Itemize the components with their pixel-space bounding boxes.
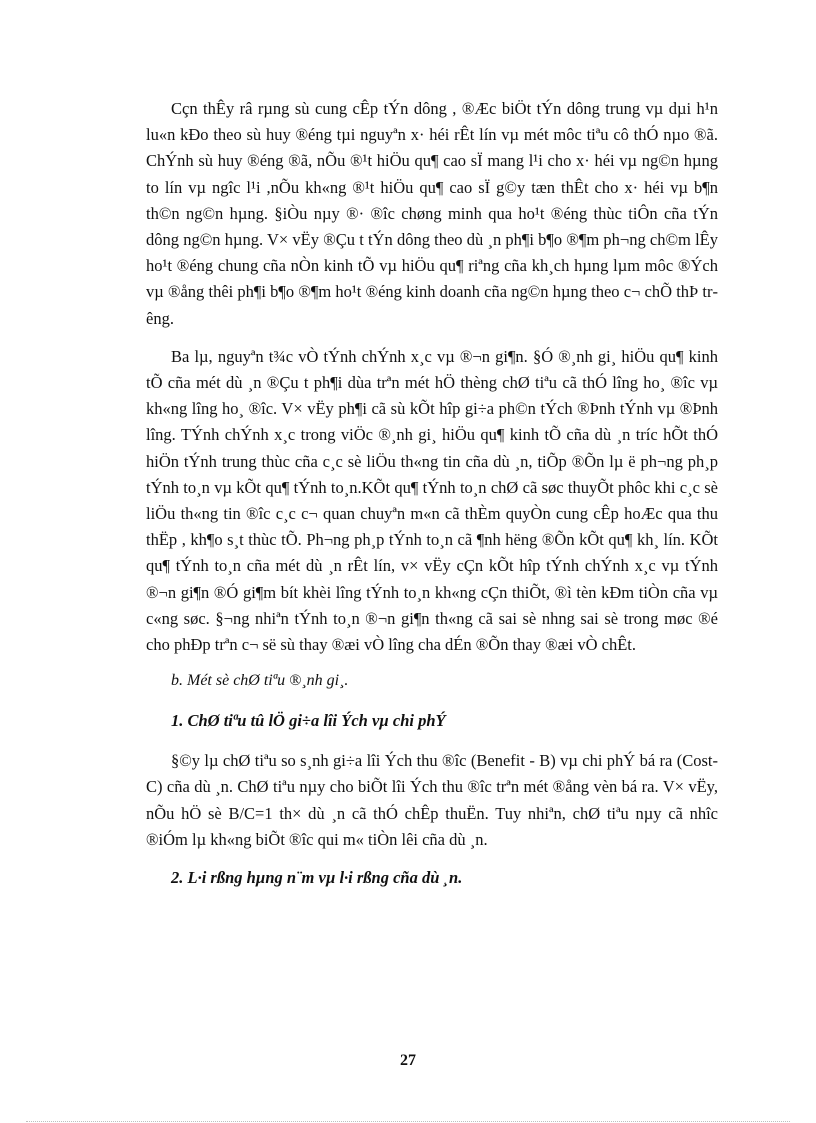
section-subheading: b. Mét sè chØ tiªu ®¸nh gi¸.: [171, 672, 349, 690]
heading-benefit-cost-ratio: 1. ChØ tiªu tû lÖ gi÷a lîi Ých vµ chi phÝ: [171, 711, 446, 731]
paragraph-accuracy-principle: Ba lµ, nguyªn t¾c vÒ tÝnh chÝnh x¸c vµ ®¬n gi¶n. §Ó ®¸nh gi¸ hiÖu qu¶ kinh tÕ cña mét dù ¸n ®Çu t ph¶i dùa trªn mét hÖ thèng chØ tiªu cã thÓ lîng ho¸ ®îc vµ kh«ng lîng ho¸ ®îc. V× vËy ph¶i cã sù kÕt hîp gi÷a ph©n tÝch ®Þnh tÝnh vµ ®Þnh lîng. TÝnh chÝnh x¸c trong viÖc ®¸nh gi¸ hiÖu qu¶ kinh tÕ cña dù ¸n tríc hÕt thÓ hiÖn tÝnh trung thùc cña c¸c sè liÖu th«ng tin cña dù ¸n, tiÕp ®Õn lµ ë ph¬ng ph¸p tÝnh to¸n vµ kÕt qu¶ tÝnh to¸n.KÕt qu¶ tÝnh to¸n chØ cã søc thuyÕt phôc khi c¸c sè liÖu th«ng tin ®îc c¸c c¬ quan chuyªn m«n cã thÈm quyÒn cung cÊp hoÆc qua thu thËp , kh¶o s¸t thùc tÕ. Ph¬ng ph¸p tÝnh to¸n cã ¶nh hëng ®Õn kÕt qu¶ kh¸ lín. KÕt qu¶ tÝnh to¸n cña mét dù ¸n rÊt lín, v× vËy cÇn kÕt hîp tÝnh chÝnh x¸c vµ tÝnh ®¬n gi¶n ®Ó gi¶m bít khèi lîng tÝnh to¸n kh«ng cÇn thiÕt, ®ì tèn kÐm tiÒn cña vµ c«ng søc. §¬ng nhiªn tÝnh to¸n ®¬n gi¶n th«ng cã sai sè nhng sai sè trong møc ®é cho phÐp trªn c¬ së sù thay ®æi vÒ lîng cha dÉn ®Õn thay ®æi vÒ chÊt.: [146, 346, 718, 655]
page-bottom-divider: [26, 1121, 790, 1122]
paragraph-benefit-cost: §©y lµ chØ tiªu so s¸nh gi÷a lîi Ých thu ®îc (Benefit - B) vµ chi phÝ bá ra (Cost-C) cña dù ¸n. ChØ tiªu nµy cho biÕt lîi Ých thu ®îc trªn mét ®ång vèn bá ra. V× vËy, nÕu hÖ sè B/C=1 th× dù ¸n cã thÓ chÊp thuËn. Tuy nhiªn, chØ tiªu nµy cã nhîc ®iÓm lµ kh«ng biÕt ®îc qui m« tiÒn lêi cña dù ¸n.: [146, 751, 718, 849]
paragraph-credit-efficiency: Cçn thÊy râ rµng sù cung cÊp tÝn dông , ®Æc biÖt tÝn dông trung vµ dµi h¹n lu«n kÐo theo sù huy ®éng tµi nguyªn x· héi rÊt lín vµ mét môc tiªu cô thÓ nµo ®ã. ChÝnh sù huy ®éng ®ã, nÕu ®¹t hiÖu qu¶ cao sÏ mang l¹i cho x· héi vµ ng©n hµng to lín vµ ngîc l¹i ,nÕu kh«ng ®¹t hiÖu qu¶ cao sÏ g©y tæn thÊt cho x· héi vµ b¶n th©n ng©n hµng. §iÒu nµy ®· ®îc chøng minh qua ho¹t ®éng thùc tiÔn cña tÝn dông ng©n hµng. V× vËy ®Çu t tÝn dông theo dù ¸n ph¶i b¶o ®¶m ph¬ng ch©m lÊy ho¹t ®éng chung cña nÒn kinh tÕ vµ hiÖu qu¶ riªng cña kh¸ch hµng lµm môc ®Ých vµ ®ång thêi ph¶i b¶o ®¶m ho¹t ®éng kinh doanh cña ng©n hµng theo c¬ chÕ thÞ trêng.: [146, 99, 718, 328]
page-number: 27: [400, 1052, 416, 1069]
heading-net-profit: 2. L·i rßng hµng n¨m vµ l·i rßng cña dù ¸n.: [171, 868, 463, 888]
page-body: [146, 96, 718, 905]
